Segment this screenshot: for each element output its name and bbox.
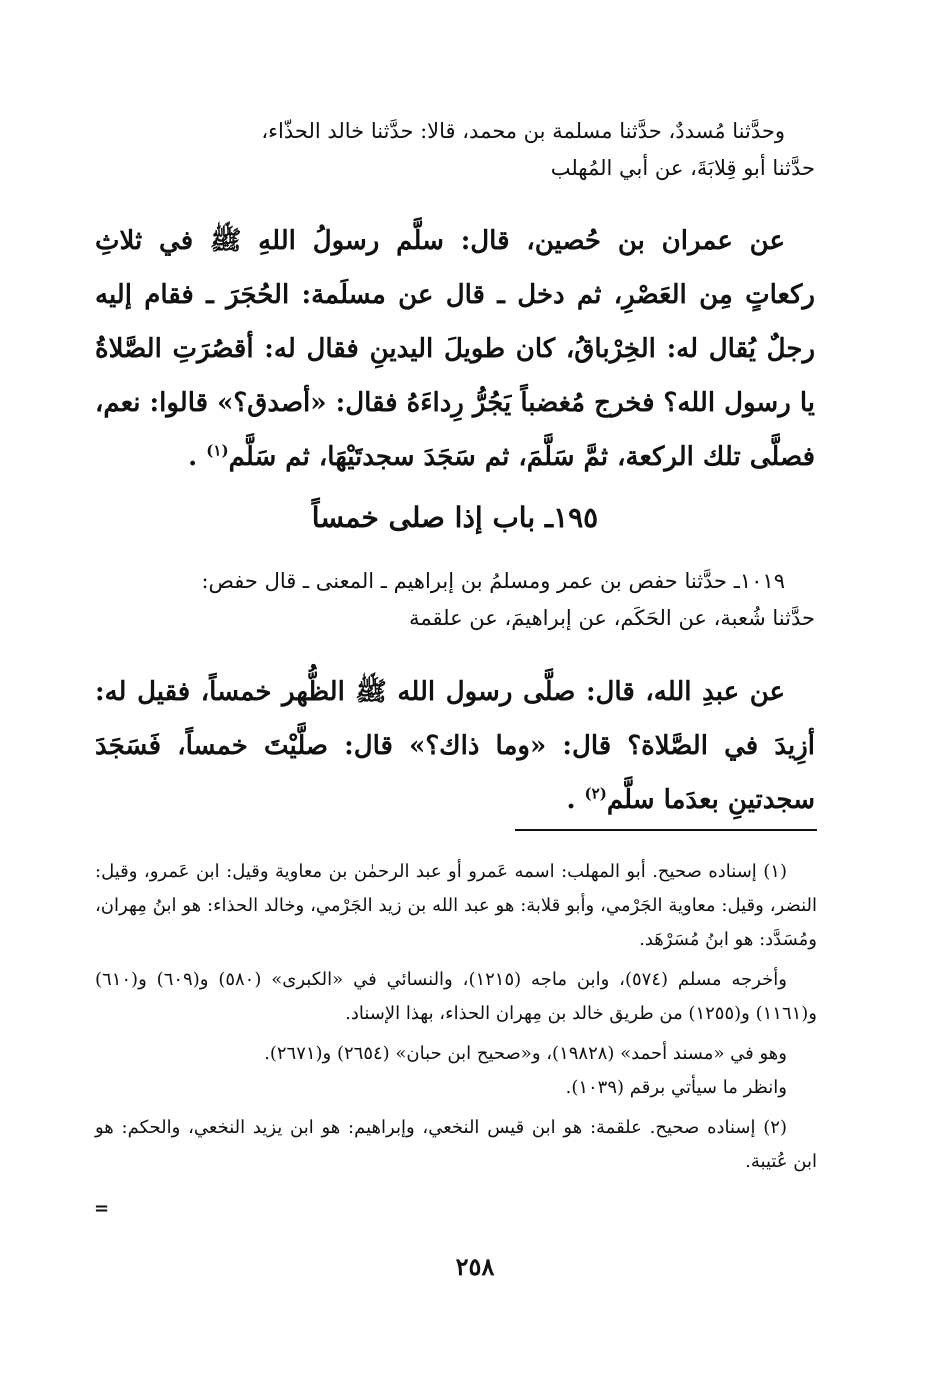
page-number: ٢٥٨ xyxy=(455,1252,495,1281)
footnote-1-sources: وأخرجه مسلم (٥٧٤)، وابن ماجه (١٢١٥)، والنسائي في «الكبرى» (٥٨٠) و(٦٠٩) و(٦١٠) و(١١٦١) و(١٢٥٥) من طريق خالد بن مِهران الحذاء، بهذا الإسناد. xyxy=(95,969,817,1024)
footnote-separator xyxy=(515,829,817,831)
isnad-line: وحدَّثنا مُسددٌ، حدَّثنا مسلمة بن محمد، قالا: حدَّثنا خالد الحذّاء، xyxy=(261,119,785,143)
matn-text: عن عمران بن حُصين، قال: سلَّم رسولُ اللهِ ﷺ في ثلاثِ ركعاتٍ مِن العَصْرِ، ثم دخل ـ قال عن مسلَمة: الحُجَرَ ـ فقام إليه رجلٌ يُقال له: الخِرْباقُ، كان طويلَ اليدينِ فقال له: أقصُرَتِ الصَّلاةُ يا رسول الله؟ فخرج مُغضباً يَجُرُّ رِداءَهُ فقال: «أصدق؟» قالوا: نعم، فصلَّى تلك الركعة، ثمَّ سَلَّمَ، ثم سَجَدَ سجدتَيْهَا، ثم سَلَّم xyxy=(95,226,815,472)
hadith-1019-isnad xyxy=(95,563,815,637)
matn-paragraph xyxy=(95,665,815,827)
footnote-1-musnad: وهو في «مسند أحمد» (١٩٨٢٨)، و«صحيح ابن حبان» (٢٦٥٤) و(٢٦٧١). xyxy=(264,1043,787,1064)
matn-text: عن عبدِ الله، قال: صلَّى رسول الله ﷺ الظُّهر خمساً، فقيل له: أزِيدَ في الصَّلاة؟ قال: «وما ذاك؟» قال: صلَّيْتَ خمساً، فَسَجَدَ سجدتينِ بعدَما سلَّم xyxy=(95,677,815,815)
continuation-mark: = xyxy=(94,1198,110,1219)
footnote-ref-1: (١) xyxy=(206,441,229,460)
matn-end: . xyxy=(188,442,207,472)
footnotes xyxy=(95,855,817,1179)
isnad-line: ١٠١٩ـ حدَّثنا حفص بن عمر ومسلمُ بن إبراهيم ـ المعنى ـ قال حفص: xyxy=(201,569,785,593)
chapter-heading: ١٩٥ـ باب إذا صلى خمساً xyxy=(311,501,599,534)
footnote-1-see-also: وانظر ما سيأتي برقم (١٠٣٩). xyxy=(565,1077,787,1098)
matn-paragraph xyxy=(95,214,815,484)
matn-end: . xyxy=(566,785,585,815)
footnote-2: (٢) إسناده صحيح. علقمة: هو ابن قيس النخعي، وإبراهيم: هو ابن يزيد النخعي، والحكم: هو ابن عُتيبة. xyxy=(95,1117,817,1172)
hadith-1018-isnad xyxy=(95,113,815,187)
footnote-1: (١) إسناده صحيح. أبو المهلب: اسمه عَمرو أو عبد الرحمٰن بن معاوية وقيل: ابن عَمرو، وقيل: النضر، وقيل: معاوية الجَرْمي، وأبو قلابة: هو عبد الله بن زيد الجَرْمي، وخالد الحذاء: هو ابنُ مِهران، ومُسَدَّد: هو ابنُ مُسَرْهَد. xyxy=(95,861,817,950)
footnote-ref-2: (٢) xyxy=(584,784,607,803)
hadith-1019-matn xyxy=(95,665,815,827)
isnad-line: حدَّثنا شُعبة، عن الحَكَم، عن إبراهيمَ، عن علقمة xyxy=(409,606,815,630)
hadith-1018-matn xyxy=(95,214,815,484)
isnad-line: حدَّثنا أبو قِلابَةَ، عن أبي المُهلب xyxy=(550,156,815,180)
